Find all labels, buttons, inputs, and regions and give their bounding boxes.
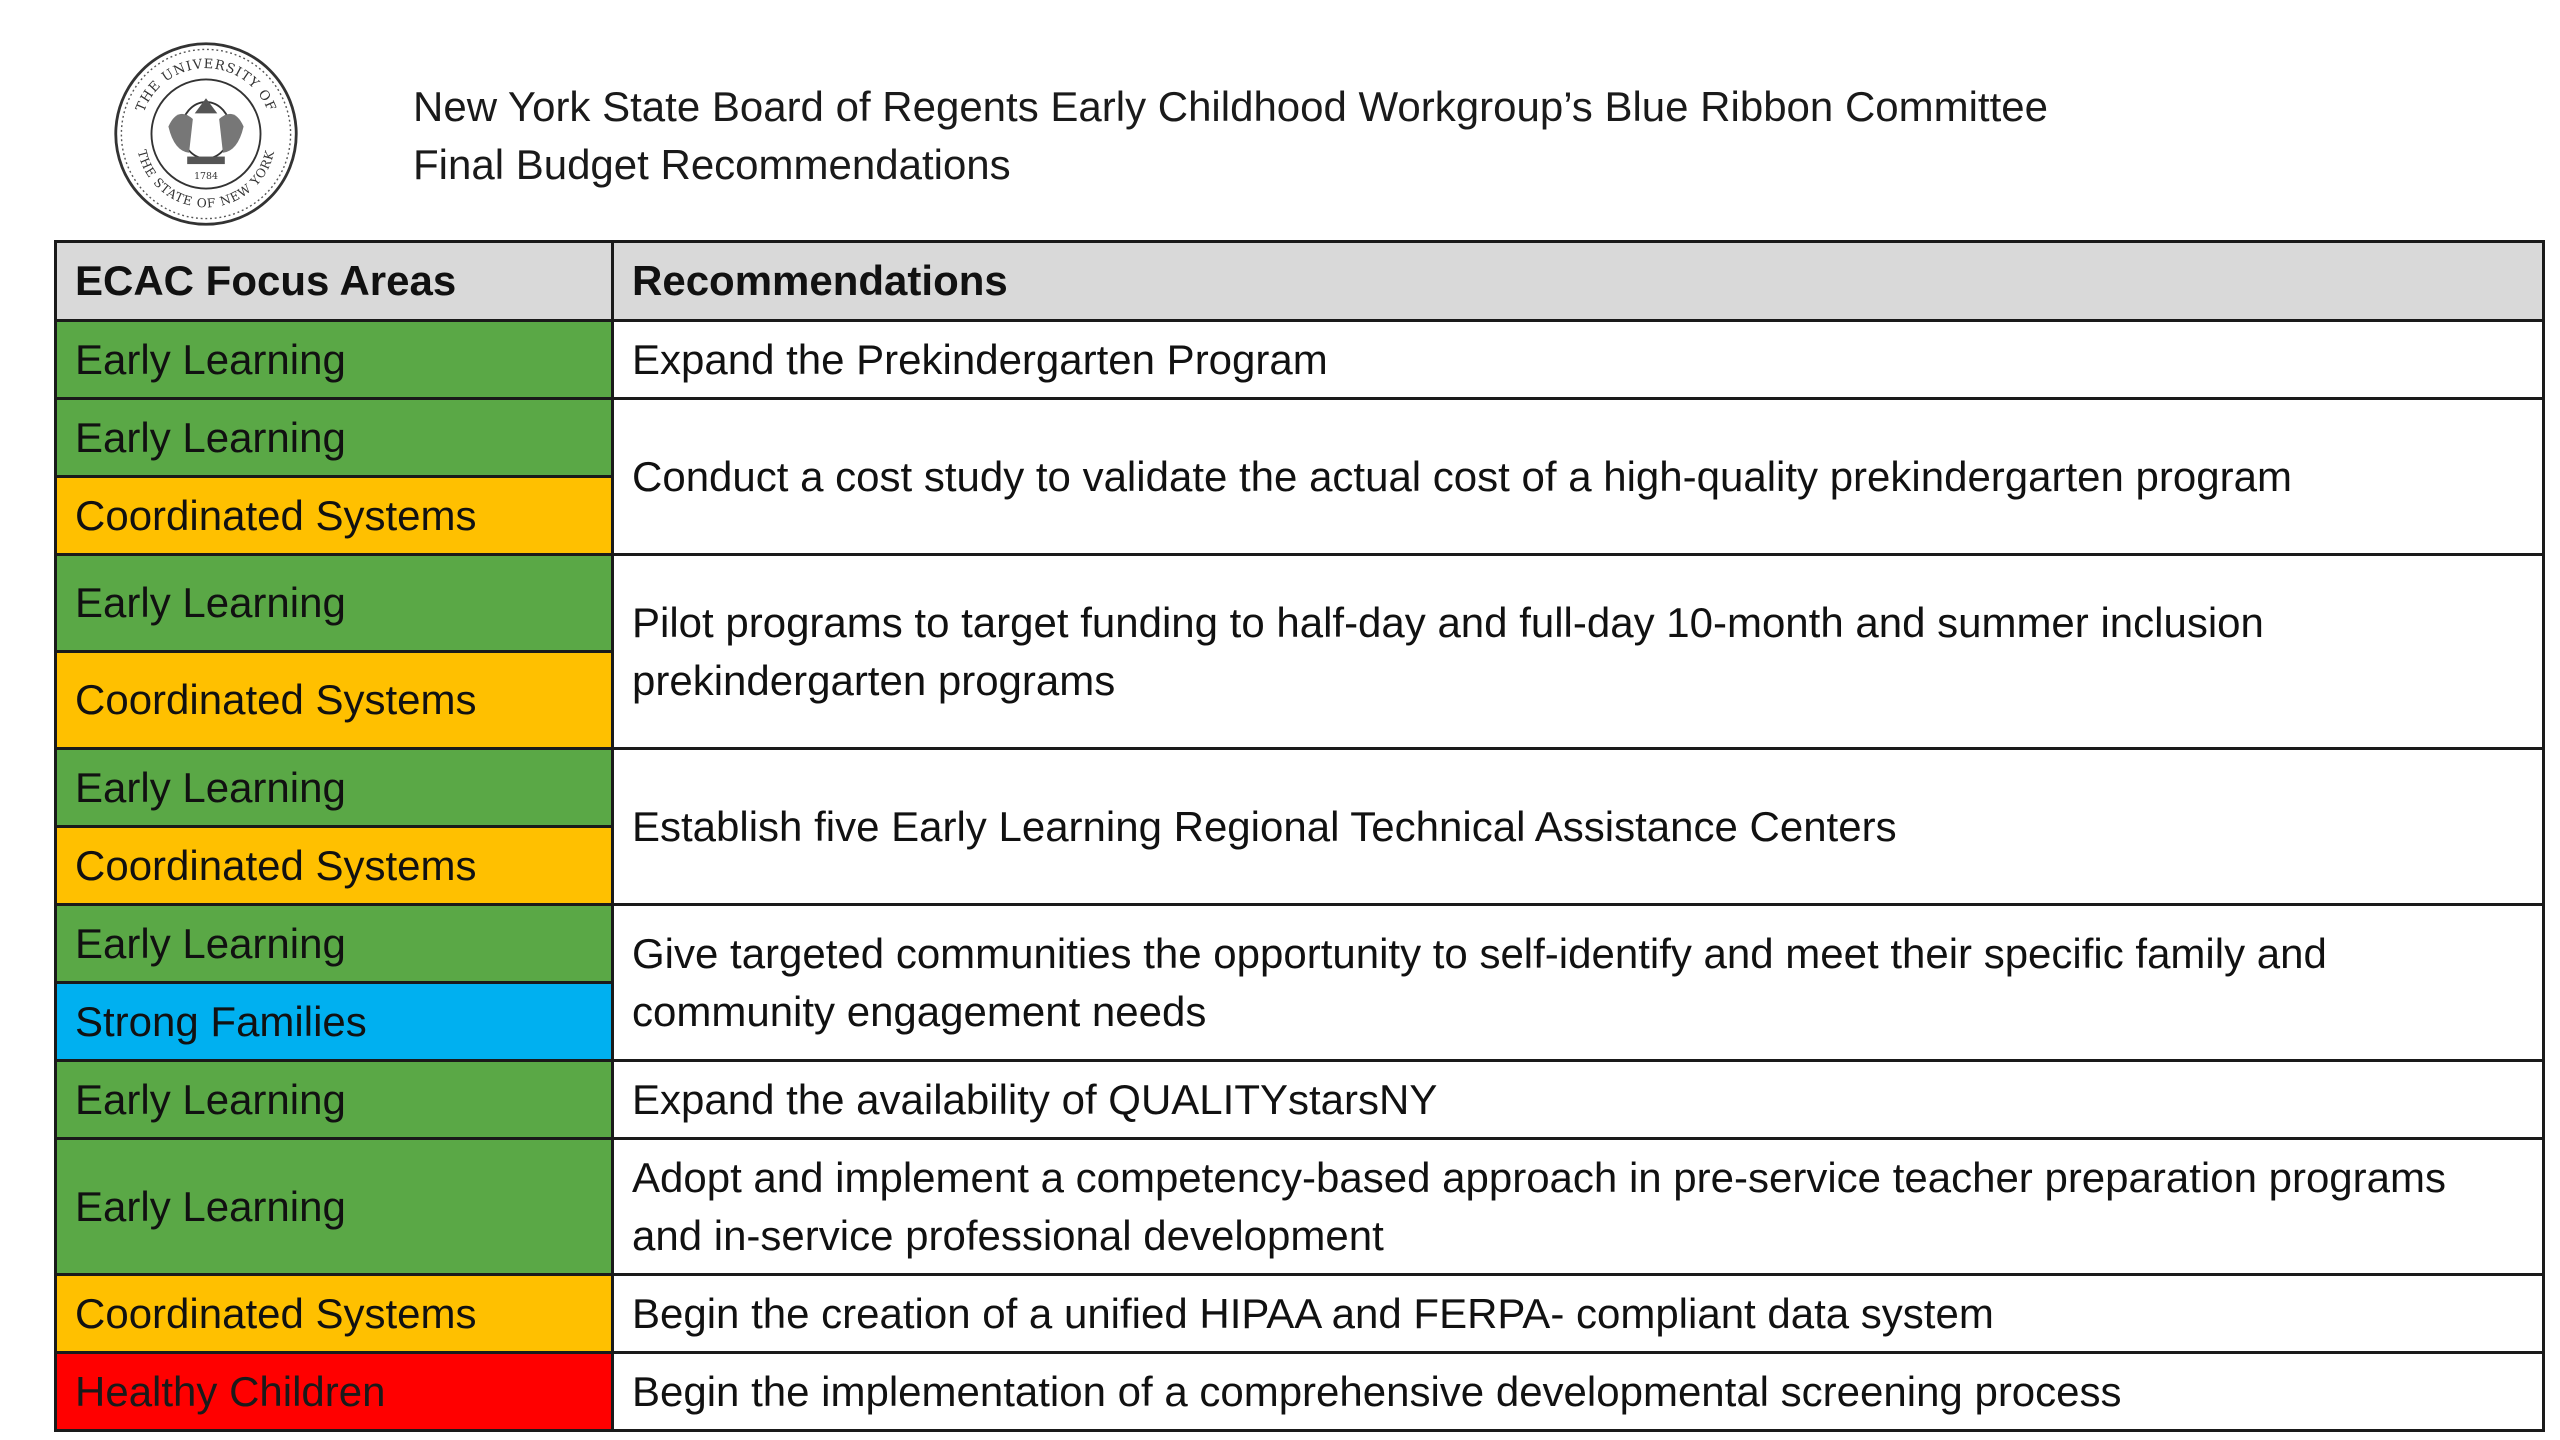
focus-area-early-learning: Early Learning xyxy=(56,749,613,827)
table-row xyxy=(56,399,2544,477)
table-row xyxy=(56,555,2544,652)
focus-area-coordinated-systems: Coordinated Systems xyxy=(56,477,613,555)
focus-area-early-learning: Early Learning xyxy=(56,399,613,477)
recommendation-cell: Give targeted communities the opportunity to self-identify and meet their specific family and community engagement needs xyxy=(613,905,2544,1061)
document-title-line2: Final Budget Recommendations xyxy=(413,141,1011,188)
focus-area-coordinated-systems: Coordinated Systems xyxy=(56,1275,613,1353)
column-header-focus-areas: ECAC Focus Areas xyxy=(56,242,613,321)
document-title-line1: New York State Board of Regents Early Childhood Workgroup’s Blue Ribbon Committee xyxy=(413,83,2048,130)
focus-area-early-learning: Early Learning xyxy=(56,321,613,399)
recommendation-cell: Pilot programs to target funding to half-day and full-day 10-month and summer inclusion prekindergarten programs xyxy=(613,555,2544,749)
table-header-row xyxy=(56,242,2544,321)
table-row xyxy=(56,749,2544,827)
focus-area-early-learning: Early Learning xyxy=(56,555,613,652)
focus-area-coordinated-systems: Coordinated Systems xyxy=(56,827,613,905)
focus-area-healthy-children: Healthy Children xyxy=(56,1353,613,1431)
university-seal-logo xyxy=(112,40,300,228)
table-row xyxy=(56,1061,2544,1139)
focus-area-coordinated-systems: Coordinated Systems xyxy=(56,652,613,749)
table-row xyxy=(56,1275,2544,1353)
table-row xyxy=(56,1139,2544,1275)
recommendation-cell: Conduct a cost study to validate the actual cost of a high-quality prekindergarten program xyxy=(613,399,2544,555)
recommendation-cell: Establish five Early Learning Regional Technical Assistance Centers xyxy=(613,749,2544,905)
column-header-recommendations: Recommendations xyxy=(613,242,2544,321)
recommendations-table xyxy=(54,240,2545,1432)
svg-text:THE UNIVERSITY OF: THE UNIVERSITY OF xyxy=(133,57,279,115)
recommendation-cell: Expand the availability of QUALITYstarsNY xyxy=(613,1061,2544,1139)
recommendation-cell: Begin the creation of a unified HIPAA and FERPA- compliant data system xyxy=(613,1275,2544,1353)
table-row xyxy=(56,905,2544,983)
focus-area-early-learning: Early Learning xyxy=(56,1061,613,1139)
document-header xyxy=(413,78,2048,194)
recommendation-cell: Begin the implementation of a comprehensive developmental screening process xyxy=(613,1353,2544,1431)
focus-area-early-learning: Early Learning xyxy=(56,1139,613,1275)
focus-area-early-learning: Early Learning xyxy=(56,905,613,983)
table-row xyxy=(56,321,2544,399)
recommendation-cell: Expand the Prekindergarten Program xyxy=(613,321,2544,399)
focus-area-strong-families: Strong Families xyxy=(56,983,613,1061)
svg-text:1784: 1784 xyxy=(194,171,218,183)
recommendation-cell: Adopt and implement a competency-based approach in pre-service teacher preparation programs and in-service professional development xyxy=(613,1139,2544,1275)
table-row xyxy=(56,1353,2544,1431)
svg-text:THE STATE OF NEW YORK: THE STATE OF NEW YORK xyxy=(134,148,278,211)
